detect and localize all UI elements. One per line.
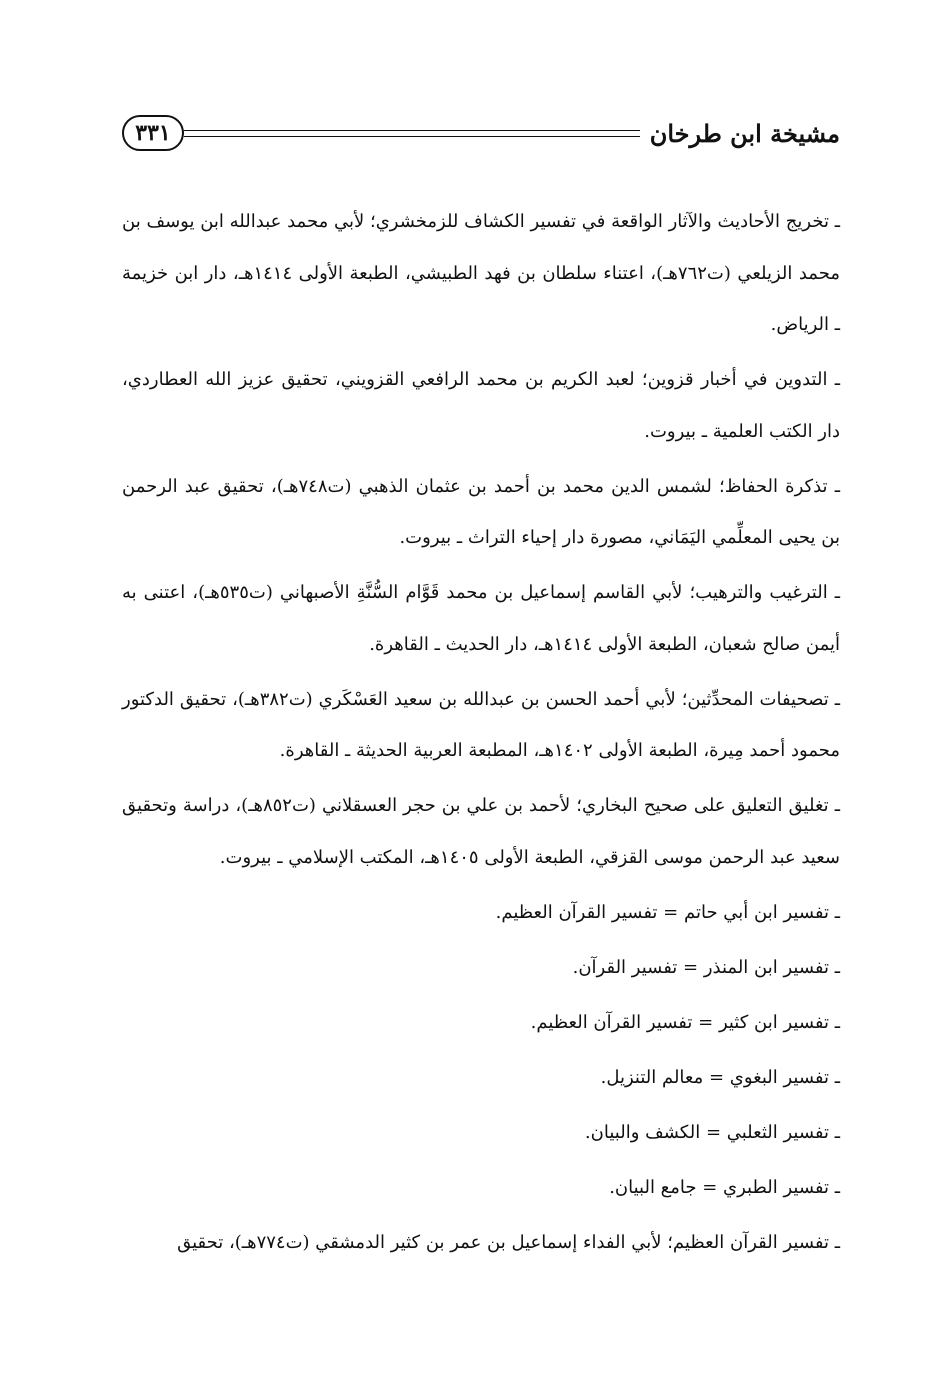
entry-text: ـ تفسير ابن كثير = تفسير القرآن العظيم. (530, 1011, 840, 1033)
bibliography-entry (122, 1217, 840, 1269)
header-double-rule (184, 130, 640, 137)
entry-text: ـ تفسير الطبري = جامع البيان. (609, 1176, 840, 1198)
entry-text: ـ تفسير ابن المنذر = تفسير القرآن. (572, 956, 840, 978)
entry-text: ـ تصحيفات المحدِّثين؛ لأبي أحمد الحسن بن عبدالله بن سعيد العَسْكَري (ت٣٨٢هـ)، تحقيق الدكتور محمود أحمد مِيرة، الطبعة الأولى ١٤٠٢هـ، المطبعة العربية الحديثة ـ القاهرة. (122, 688, 840, 761)
bibliography-entry (122, 567, 840, 670)
bibliography-entry (122, 354, 840, 457)
bibliography-entry (122, 780, 840, 883)
entry-text: ـ تفسير البغوي = معالم التنزيل. (600, 1066, 840, 1088)
bibliography-entry (122, 997, 840, 1049)
entry-text: ـ تذكرة الحفاظ؛ لشمس الدين محمد بن أحمد بن عثمان الذهبي (ت٧٤٨هـ)، تحقيق عبد الرحمن بن يحيى المعلِّمي اليَمَاني، مصورة دار إحياء التراث ـ بيروت. (122, 475, 840, 548)
bibliography-entry (122, 1107, 840, 1159)
entry-text: ـ تفسير ابن أبي حاتم = تفسير القرآن العظيم. (495, 901, 840, 923)
bibliography-entry (122, 196, 840, 351)
bibliography-entry (122, 674, 840, 777)
bibliography-entry (122, 887, 840, 939)
bibliography-entry (122, 1052, 840, 1104)
page-number: ٣٣١ (122, 115, 184, 151)
entry-text: ـ الترغيب والترهيب؛ لأبي القاسم إسماعيل بن محمد قَوَّام السُّنَّةِ الأصبهاني (ت٥٣٥هـ)، اعتنى به أيمن صالح شعبان، الطبعة الأولى ١٤١٤هـ، دار الحديث ـ القاهرة. (122, 582, 840, 655)
entry-text: ـ تغليق التعليق على صحيح البخاري؛ لأحمد بن علي بن حجر العسقلاني (ت٨٥٢هـ)، دراسة وتحقيق سعيد عبد الرحمن موسى القزقي، الطبعة الأولى ١٤٠٥هـ، المكتب الإسلامي ـ بيروت. (122, 795, 840, 868)
bibliography-entry (122, 461, 840, 564)
bibliography-entry (122, 942, 840, 994)
page-header (122, 110, 840, 156)
entry-text: ـ التدوين في أخبار قزوين؛ لعبد الكريم بن محمد الرافعي القزويني، تحقيق عزيز الله العطاردي، دار الكتب العلمية ـ بيروت. (122, 369, 840, 442)
running-title: مشيخة ابن طرخان (649, 118, 840, 148)
entry-text: ـ تخريج الأحاديث والآثار الواقعة في تفسير الكشاف للزمخشري؛ لأبي محمد عبدالله ابن يوسف بن محمد الزيلعي (ت٧٦٢هـ)، اعتناء سلطان بن فهد الطبيشي، الطبعة الأولى ١٤١٤هـ، دار ابن خزيمة ـ الرياض. (122, 211, 840, 335)
bibliography-list (122, 196, 840, 1272)
entry-text: ـ تفسير القرآن العظيم؛ لأبي الفداء إسماعيل بن عمر بن كثير الدمشقي (ت٧٧٤هـ)، تحقيق (177, 1231, 840, 1253)
entry-text: ـ تفسير الثعلبي = الكشف والبيان. (584, 1121, 840, 1143)
bibliography-entry (122, 1162, 840, 1214)
